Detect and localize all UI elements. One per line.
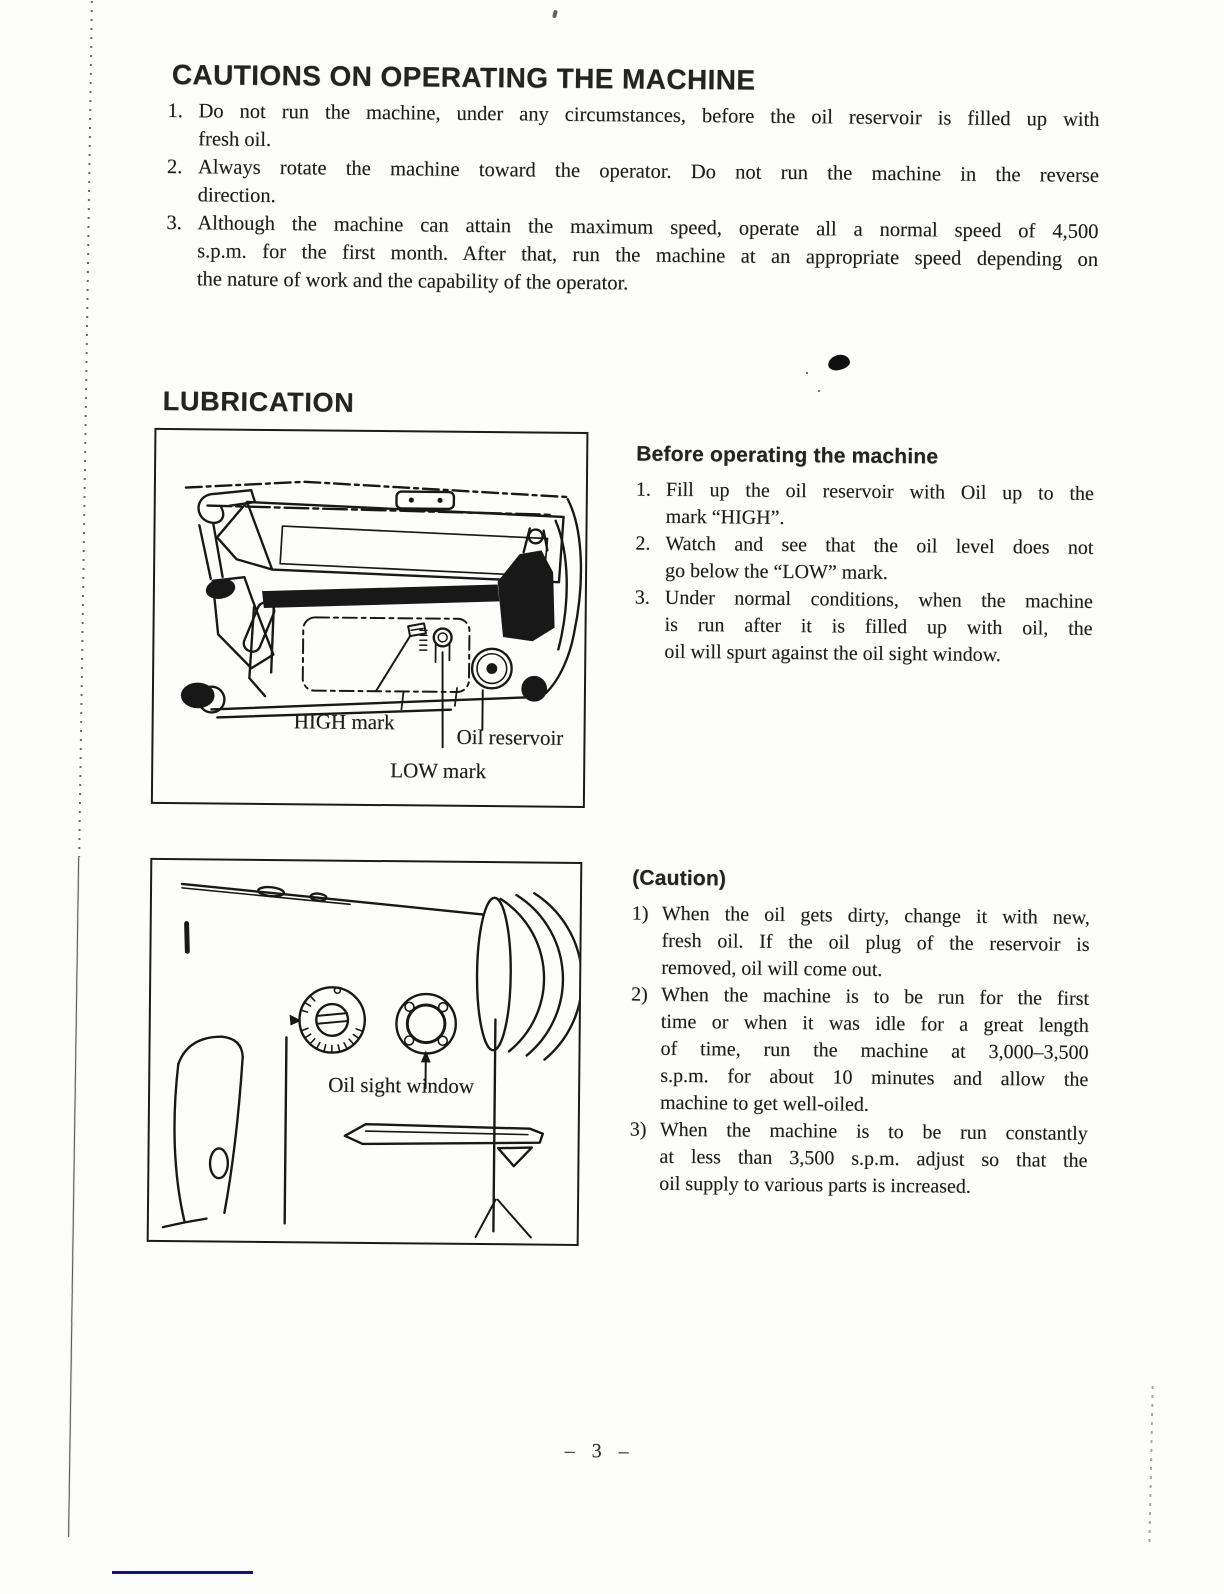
before-item-3: [634, 584, 1093, 669]
stitch-dial: [289, 987, 365, 1053]
before-item-2: [635, 530, 1093, 588]
lubrication-heading: LUBRICATION: [162, 386, 355, 419]
cautions-list: [166, 97, 1100, 302]
thread-guide-rod: [182, 884, 484, 915]
text-line: time or when it was idle for a great length: [660, 1010, 1089, 1037]
ink-speck: [818, 390, 820, 392]
text-line: Do not run the machine, under any circumstances, before the oil reservoir is filled up with: [198, 100, 1100, 131]
machine-bed: [344, 1124, 543, 1238]
right-mechanism: [497, 498, 582, 693]
text-line: at less than 3,500 s.p.m. adjust so that the: [659, 1145, 1088, 1172]
item-number: 1): [631, 902, 649, 925]
text-line: go below the “LOW” mark.: [665, 559, 888, 584]
text-line: Fill up the oil reservoir with Oil up to the: [665, 478, 1094, 505]
item-number: 1.: [635, 478, 652, 501]
before-operating-section: [634, 440, 1094, 669]
label-low-mark: LOW mark: [390, 758, 487, 784]
text-line: fresh oil. If the oil plug of the reservoir is: [661, 929, 1090, 956]
text-line: machine to get well-oiled.: [659, 1091, 869, 1116]
right-corner-blob: [521, 676, 547, 702]
ink-speck: [806, 372, 808, 374]
handwheel: [476, 893, 580, 1060]
left-bracket: [198, 490, 255, 580]
figure-oil-pan: [151, 428, 589, 808]
text-line: oil will spurt against the oil sight window.: [664, 640, 1001, 667]
text-line: s.p.m. for the first month. After that, run the machine at an appropriate speed depending on: [197, 240, 1099, 271]
item-number: 1.: [167, 99, 183, 123]
item-number: 2.: [635, 532, 651, 555]
item-number: 3.: [634, 586, 650, 609]
item-number: 3.: [166, 211, 182, 235]
text-line: Under normal conditions, when the machine: [664, 586, 1093, 613]
text-line: Although the machine can attain the maximum speed, operate all a normal speed of 4,500: [197, 212, 1099, 243]
caution-heading: (Caution): [632, 866, 727, 891]
before-operating-heading: Before operating the machine: [636, 442, 939, 469]
caution-note-2: [630, 981, 1089, 1120]
text-line: is run after it is filled up with oil, the: [664, 613, 1093, 640]
caution-note-1: [631, 900, 1090, 985]
text-line: direction.: [197, 184, 276, 208]
item-number: 2.: [166, 155, 183, 179]
page-number: – 3 –: [564, 1439, 629, 1463]
figure-machine-head: [147, 858, 583, 1246]
machine-head-drawing: [149, 860, 581, 1244]
before-item-1: [636, 476, 1094, 534]
oil-sight-window: [396, 994, 456, 1054]
item-number: 3): [629, 1118, 647, 1141]
caution-item-1: [167, 97, 1099, 162]
caution-item-3: [166, 209, 1099, 302]
caution-note-3: [629, 1116, 1088, 1201]
text-line: removed, oil will come out.: [661, 956, 883, 981]
pan-back-band: [262, 582, 500, 610]
text-line: Always rotate the machine toward the operator. Do not run the machine in the reverse: [197, 156, 1100, 187]
text-line: the nature of work and the capability of the operator.: [196, 268, 629, 295]
text-line: mark “HIGH”.: [665, 505, 785, 529]
label-high-mark: HIGH mark: [293, 709, 395, 735]
label-oil-sight-window: Oil sight window: [328, 1072, 475, 1098]
caution-item-2: [167, 153, 1099, 218]
text-line: When the machine is to be run for the first: [660, 983, 1090, 1010]
text-line: When the oil gets dirty, change it with new,: [661, 902, 1090, 929]
page-title: CAUTIONS ON OPERATING THE MACHINE: [171, 58, 756, 96]
oil-reservoir-cap: [472, 649, 512, 689]
item-number: 2): [630, 983, 648, 1006]
bottom-rule: [112, 1571, 253, 1574]
label-oil-reservoir: Oil reservoir: [456, 724, 564, 750]
text-line: oil supply to various parts is increased.: [659, 1172, 971, 1198]
text-line: When the machine is to be run constantly: [659, 1118, 1088, 1145]
text-line: fresh oil.: [198, 128, 272, 151]
caution-section: [629, 864, 1090, 1201]
text-line: Watch and see that the oil level does not: [665, 532, 1094, 559]
text-line: of time, run the machine at 3,000–3,500: [660, 1037, 1089, 1064]
text-line: s.p.m. for about 10 minutes and allow the: [660, 1064, 1089, 1091]
